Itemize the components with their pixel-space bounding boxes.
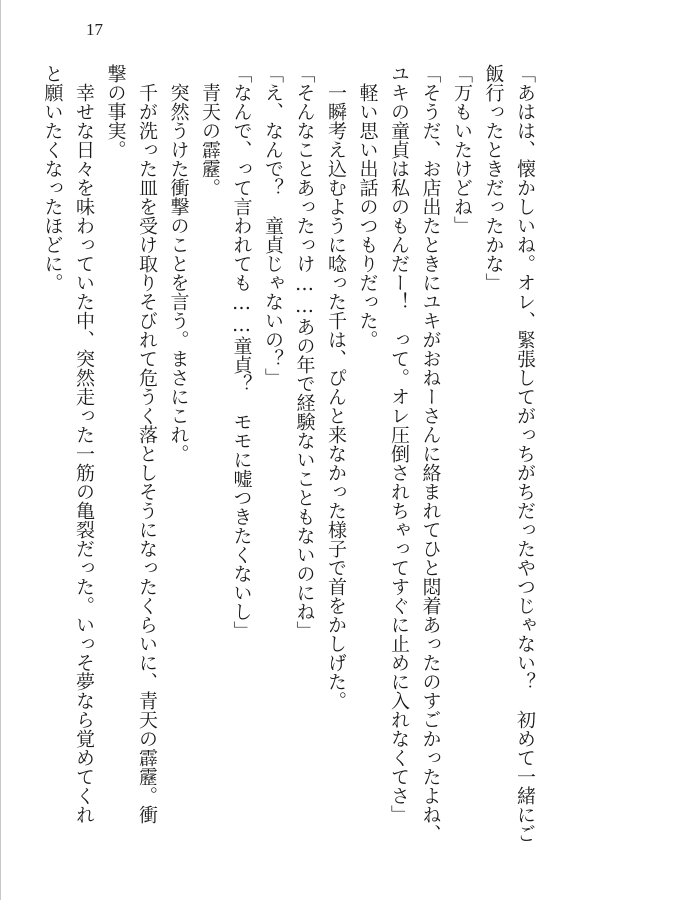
text-column: 軽い思い出話のつもりだった。 (356, 64, 379, 349)
page-edge-line (0, 0, 1, 900)
text-column: 「え、なんで？ 童貞じゃないの？」 (262, 64, 284, 387)
text-column: 「なんで、って言われても……童貞？ モモに嘘つきたくないし」 (230, 64, 253, 640)
text-column: 飯行ったときだったかな」 (482, 64, 505, 292)
text-column: ユキの童貞は私のもんだー！ って。オレ圧倒されちゃってすぐに止めに入れなくてさ」 (388, 64, 410, 824)
text-column: 突然うけた衝撃のことを言う。まさにこれ。 (167, 64, 190, 463)
vertical-text-body (36, 64, 540, 854)
text-column: 「そうだ、お店出たときにユキがおねーさんに絡まれてひと悶着あったのすごかったよね、 (419, 64, 442, 843)
page-number: 17 (86, 20, 103, 39)
text-column: 幸せな日々を味わっていた中、突然走った一筋の亀裂だった。いっそ夢なら覚めてくれ (73, 64, 95, 824)
text-column: 撃の事実。 (104, 64, 127, 159)
text-column: 「万もいたけどね」 (451, 64, 473, 235)
text-column: 青天の霹靂。 (199, 64, 221, 197)
text-column: 「あはは、懐かしいね。オレ、緊張してがっちがちだったやつじゃない？ 初めて一緒にご (514, 64, 536, 843)
text-column: 「そんなことあったっけ……あの年で経験ないこともないのにね」 (293, 64, 316, 640)
text-column: 千が洗った皿を受け取りそびれて危うく落としそうになったくらいに、青天の霹靂。衝 (136, 64, 158, 824)
text-column: と願いたくなったほどに。 (41, 64, 64, 292)
text-column: 一瞬考え込むように唸った千は、ぴんと来なかった様子で首をかしげた。 (325, 64, 347, 710)
